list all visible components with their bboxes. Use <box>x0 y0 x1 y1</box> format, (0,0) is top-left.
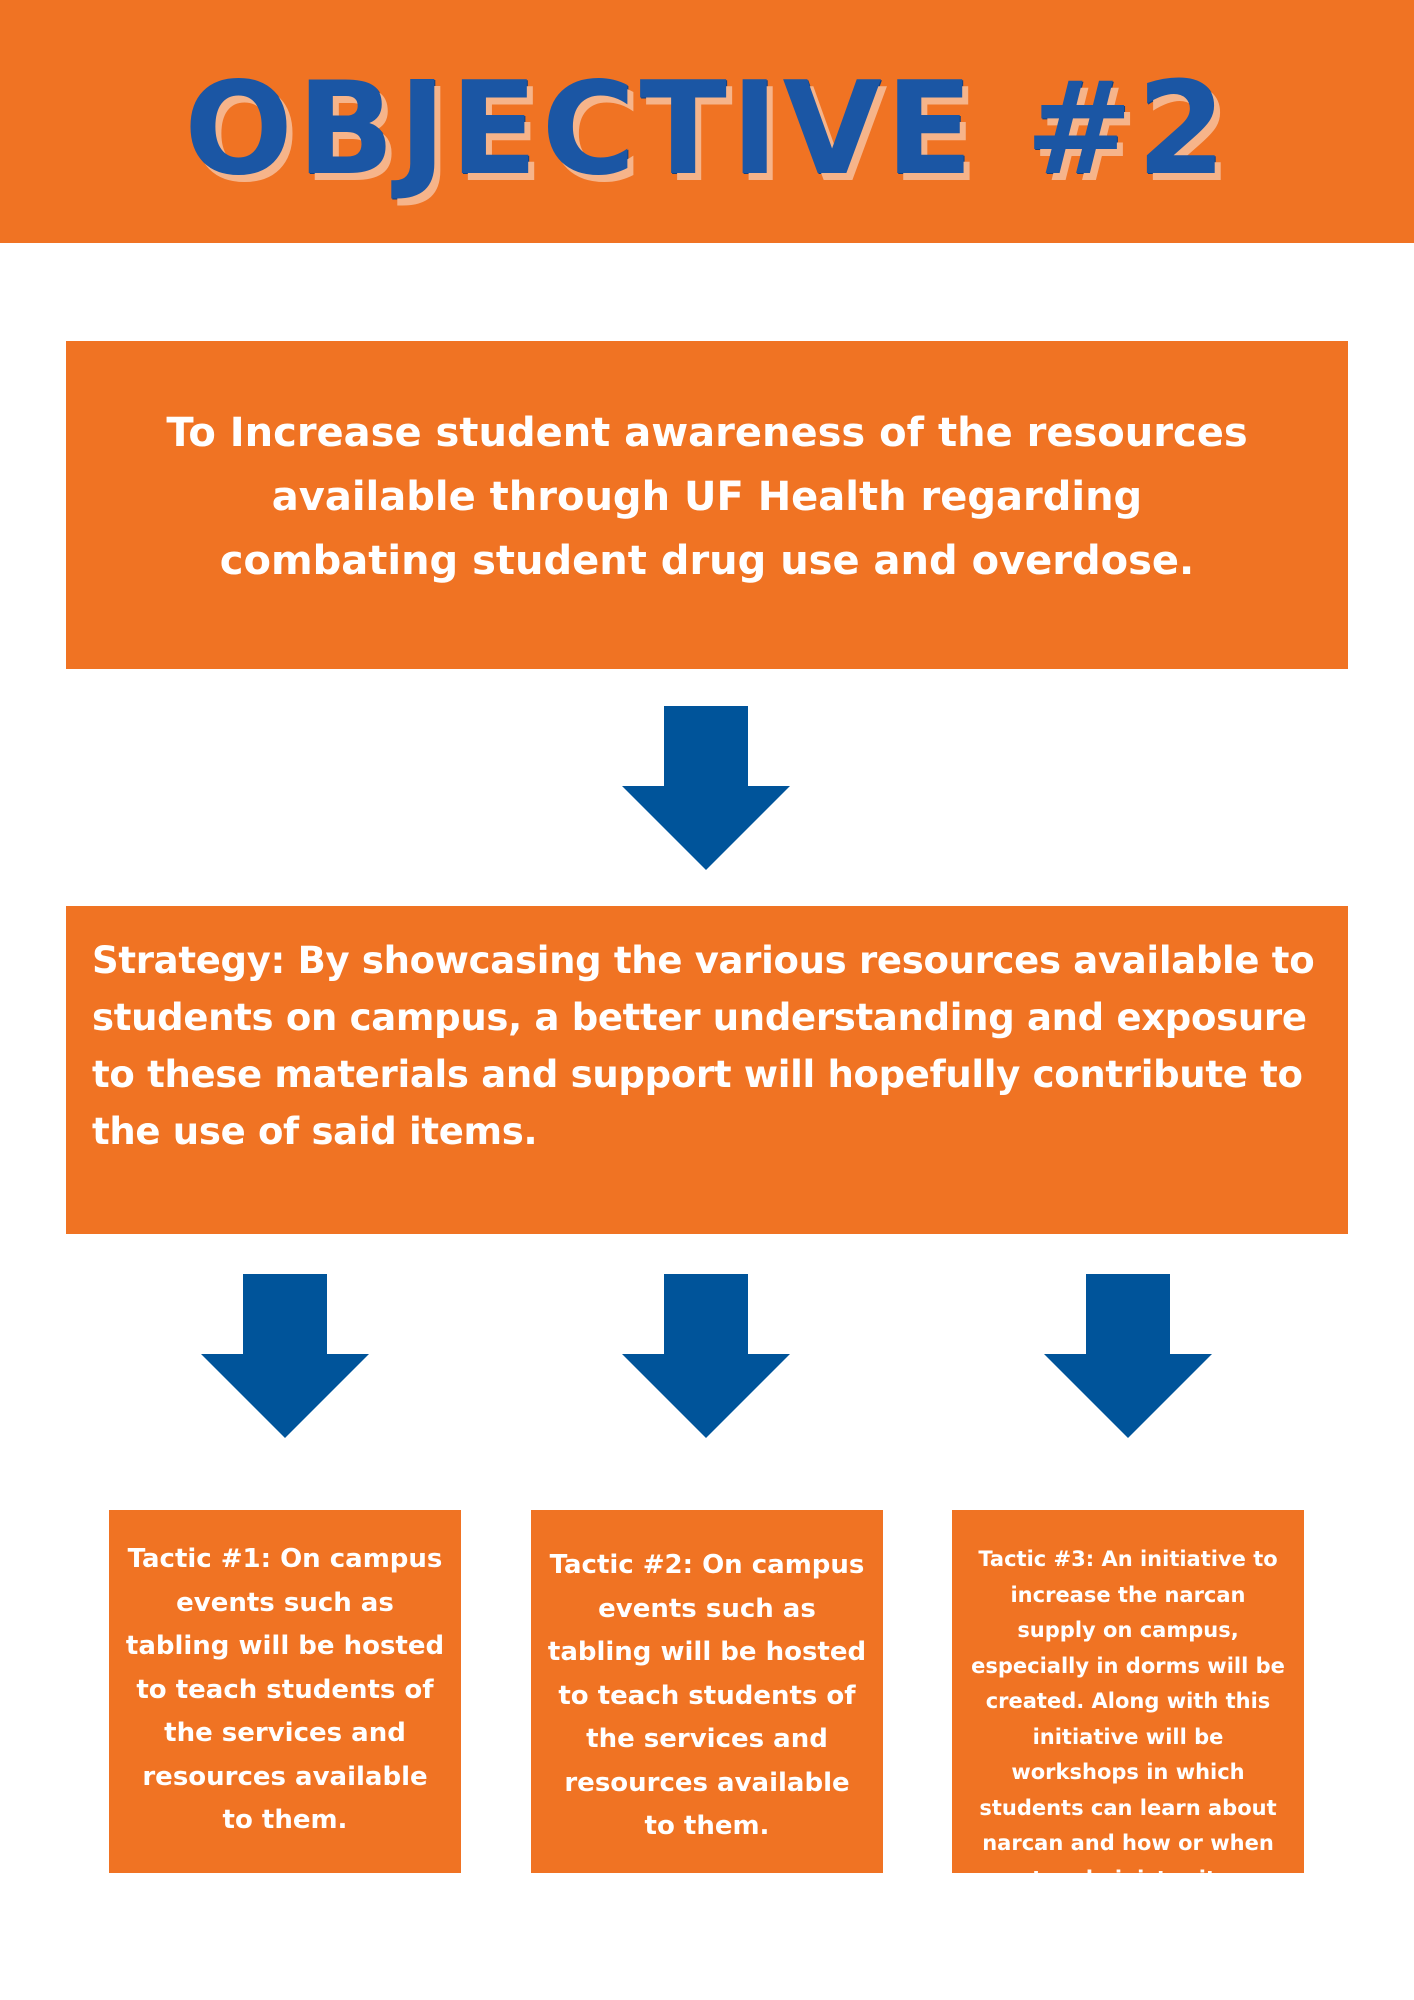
strategy-box <box>66 906 1348 1234</box>
strategy-text: Strategy: By showcasing the various resources available to students on campus, a better understanding and exposure to these materials and support will hopefully contribute to the use of said items. <box>92 939 1315 1153</box>
arrow-down-icon <box>1044 1274 1212 1438</box>
tactic-box-1 <box>109 1510 461 1873</box>
arrow-down-icon <box>622 1274 790 1438</box>
header-band <box>0 0 1414 243</box>
objective-box <box>66 341 1348 669</box>
tactic-box-3 <box>952 1510 1304 1891</box>
page-title: OBJECTIVE #2 <box>184 55 1230 204</box>
objective-text: To Increase student awareness of the resources available through UF Health regarding combating student drug use and overdose. <box>166 410 1248 584</box>
arrow-down-icon <box>622 706 790 870</box>
tactic-box-2 <box>531 1510 883 1873</box>
tactic-text: Tactic #3: An initiative to increase the narcan supply on campus, especially in dorms will be created. Along with this initiative will be workshops in which students can learn about narcan and how or when to administer it. <box>971 1547 1285 1891</box>
arrow-down-icon <box>201 1274 369 1438</box>
tactic-text: Tactic #1: On campus events such as tabling will be hosted to teach students of the services and resources available to them. <box>125 1544 445 1835</box>
tactic-text: Tactic #2: On campus events such as tabling will be hosted to teach students of the services and resources available to them. <box>547 1550 867 1841</box>
